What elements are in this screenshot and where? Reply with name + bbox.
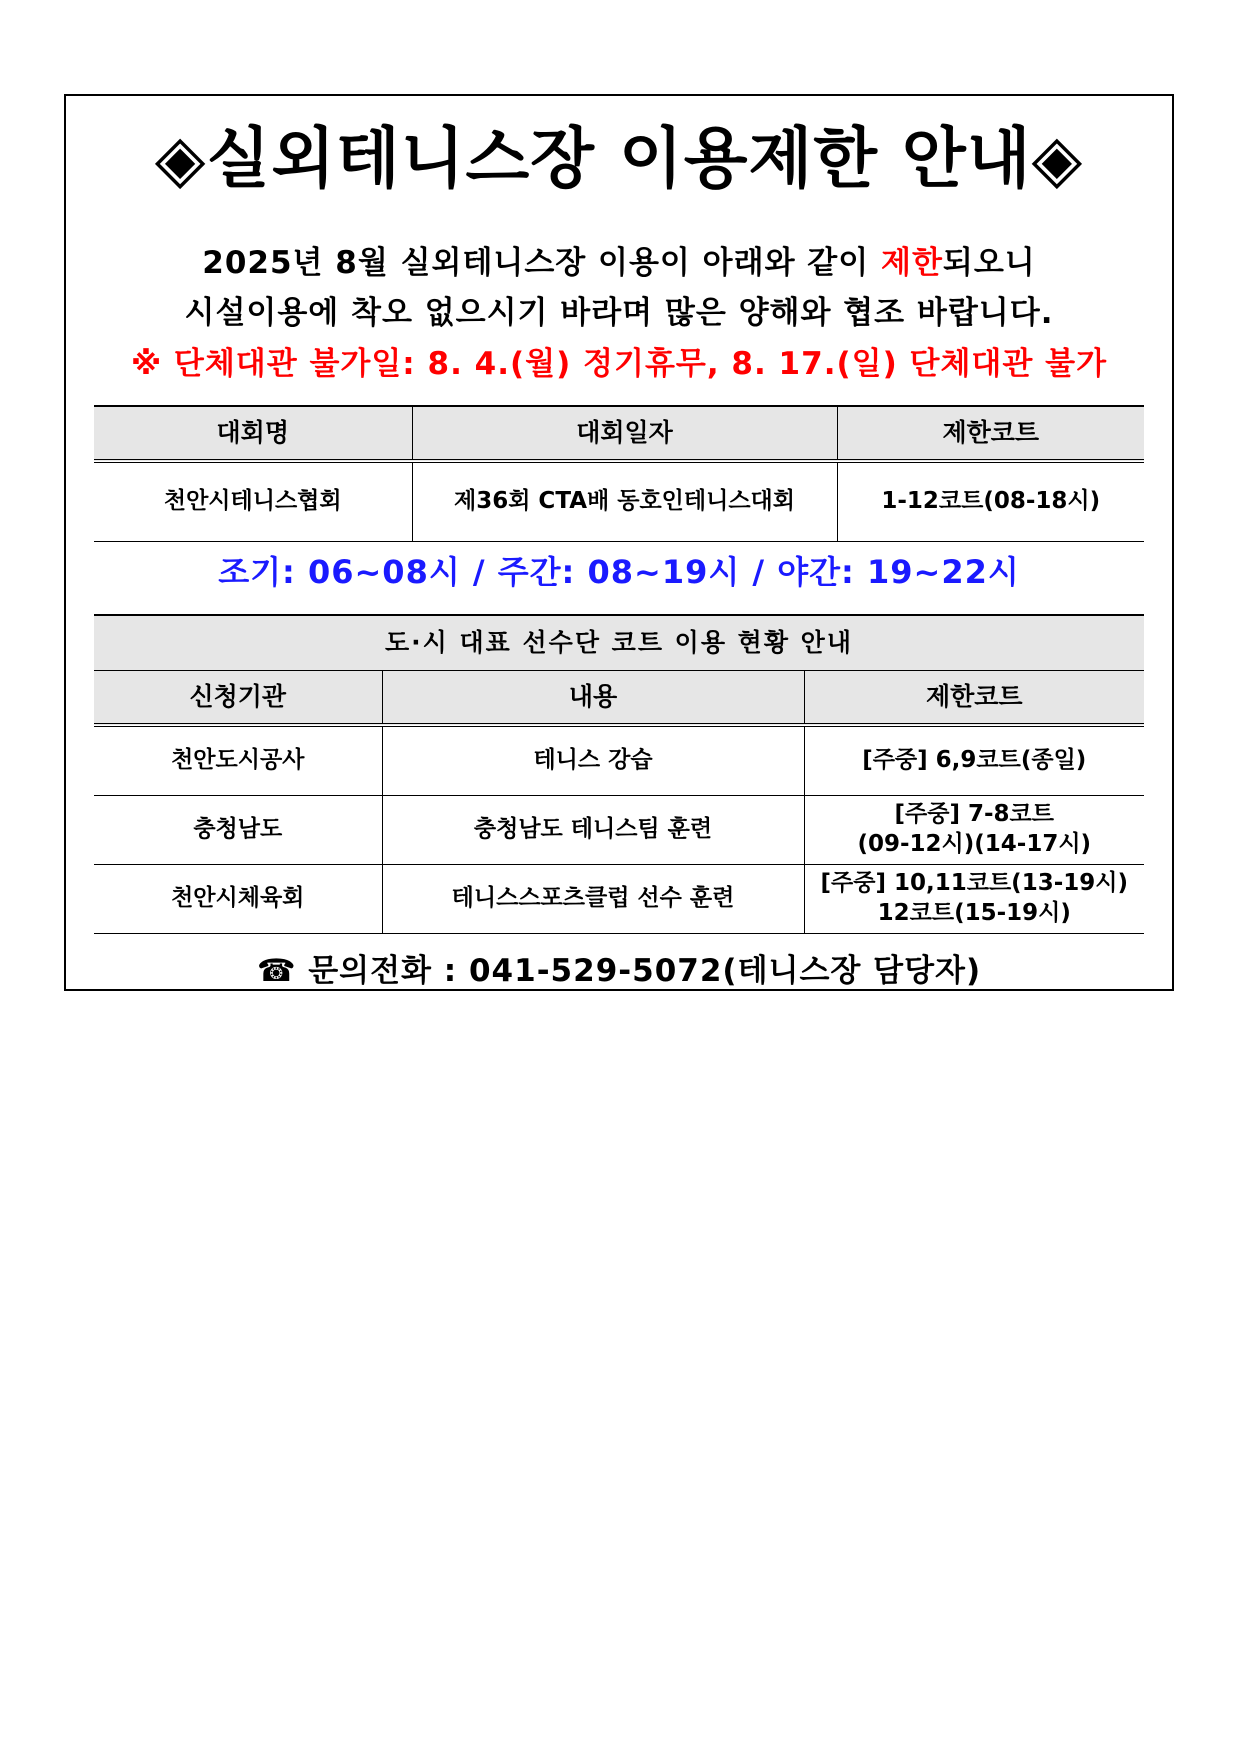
- group-rental-notice: ※ 단체대관 불가일: 8. 4.(월) 정기휴무, 8. 17.(일) 단체대관 불가: [130, 346, 1108, 382]
- table-caption-row: [94, 615, 1144, 671]
- page-title: ◈실외테니스장 이용제한 안내◈: [154, 120, 1084, 197]
- cell-courts: [804, 865, 1144, 934]
- table-row: [94, 796, 1144, 865]
- intro-line-2: 시설이용에 착오 없으시기 바라며 많은 양해와 협조 바랍니다.: [184, 295, 1054, 331]
- table-row: [94, 865, 1144, 934]
- header-tournament-date: 대회일자: [412, 406, 837, 461]
- cell-organizer: 천안시테니스협회: [94, 461, 412, 542]
- court-line-2: (09-12시)(14-17시): [857, 831, 1092, 857]
- table-row: [94, 461, 1144, 542]
- cell-content: 테니스스포츠클럽 선수 훈련: [382, 865, 804, 934]
- table-row: [94, 725, 1144, 796]
- header-content: 내용: [382, 671, 804, 726]
- court-line-2: 12코트(15-19시): [877, 900, 1071, 926]
- operating-hours: 조기: 06~08시 / 주간: 08~19시 / 야간: 19~22시: [218, 553, 1020, 591]
- header-restricted-courts: 제한코트: [804, 671, 1144, 726]
- header-tournament-name: 대회명: [94, 406, 412, 461]
- cell-courts: 1-12코트(08-18시): [837, 461, 1144, 542]
- intro-restriction-highlight: 제한: [881, 245, 943, 281]
- team-table-caption: 도·시 대표 선수단 코트 이용 현황 안내: [94, 615, 1144, 671]
- table-header-row: [94, 671, 1144, 726]
- cell-content: 테니스 강습: [382, 725, 804, 796]
- header-applicant: 신청기관: [94, 671, 382, 726]
- cell-content: 충청남도 테니스팀 훈련: [382, 796, 804, 865]
- cell-org: 충청남도: [94, 796, 382, 865]
- header-restricted-courts: 제한코트: [837, 406, 1144, 461]
- intro-line-1-start: 2025년 8월 실외테니스장 이용이 아래와 같이: [202, 245, 881, 281]
- cell-org: 천안시체육회: [94, 865, 382, 934]
- cell-courts: [804, 796, 1144, 865]
- cell-org: 천안도시공사: [94, 725, 382, 796]
- intro-line-1: [66, 245, 1172, 281]
- court-line-1: [주중] 6,9코트(종일): [862, 747, 1087, 774]
- team-usage-table: [94, 614, 1144, 934]
- court-line-1: [주중] 10,11코트(13-19시): [820, 870, 1128, 897]
- intro-line-1-end: 되오니: [942, 245, 1036, 281]
- cell-tournament: 제36회 CTA배 동호인테니스대회: [412, 461, 837, 542]
- tournament-table: [94, 405, 1144, 542]
- cell-courts: [804, 725, 1144, 796]
- court-line-1: [주중] 7-8코트: [894, 801, 1054, 828]
- table-header-row: [94, 406, 1144, 461]
- notice-box: [64, 94, 1174, 991]
- contact-phone: ☎ 문의전화 : 041-529-5072(테니스장 담당자): [256, 953, 982, 989]
